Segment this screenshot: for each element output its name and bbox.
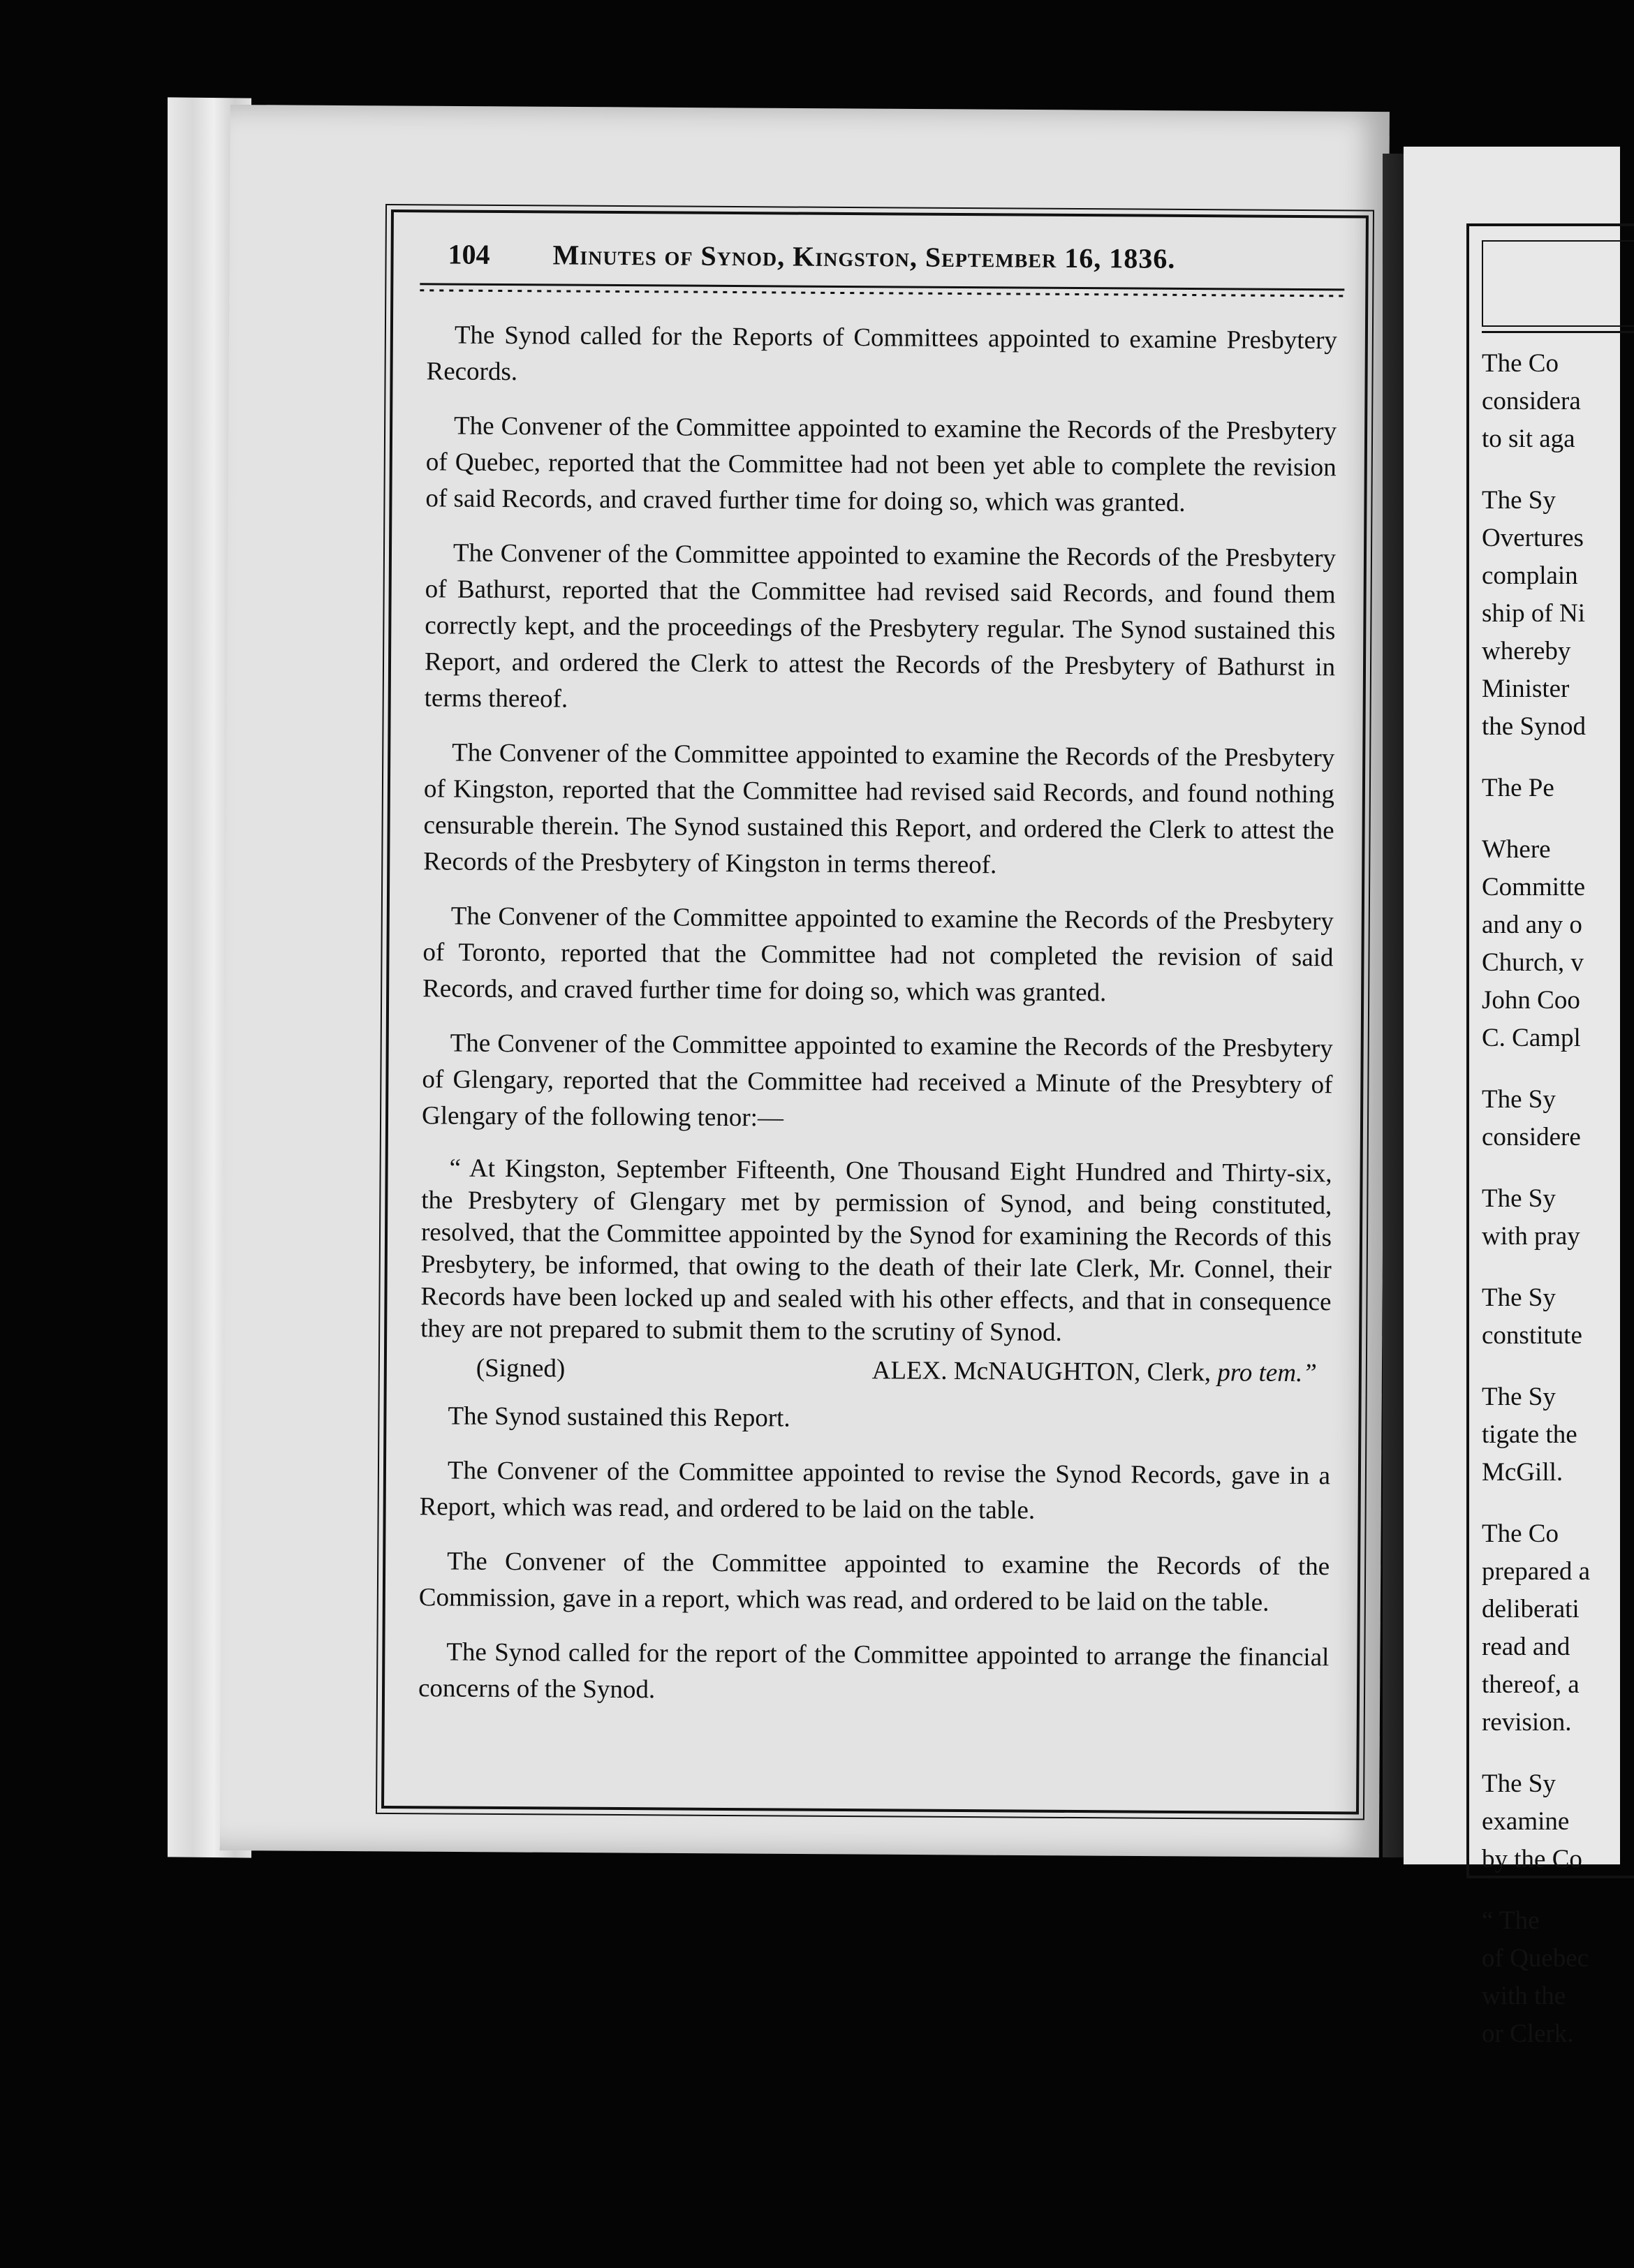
line-gap (1482, 1156, 1634, 1180)
right-text-fragment: The Sy (1482, 1383, 1556, 1411)
right-text-fragment: Church, v (1482, 948, 1584, 977)
paragraph: The Convener of the Committee appointed to examine the Records of the Commission, gave in a report, which was read, and ordered to be laid on the table. (418, 1547, 1330, 1617)
line-gap (1482, 1057, 1634, 1081)
right-text-fragment: The Pe (1482, 774, 1554, 802)
right-text-fragment: deliberati (1482, 1595, 1580, 1623)
paragraph: The Synod called for the report of the Committee appointed to arrange the financial concerns of the Synod. (418, 1637, 1330, 1704)
paragraph: The Convener of the Committee appointed to revise the Synod Records, gave in a Report, which was read, and ordered to be laid on the table. (419, 1456, 1331, 1525)
body-text-continued (418, 1398, 1331, 1712)
line-gap (1482, 458, 1634, 482)
right-text-fragment: with pray (1482, 1222, 1580, 1251)
paragraph: The Convener of the Committee appointed to examine the Records of the Presbytery of Bathurst, reported that the Committee had revised said Records, and found them correctly kept, and the proceedings of the Presbytery regular. The Synod sustained this Report, and ordered the Clerk to attest the Records of the Presbytery of Bathurst in terms thereof. (424, 538, 1337, 714)
signed-label: (Signed) (476, 1353, 566, 1383)
right-text-fragment: Overtures (1482, 524, 1584, 552)
right-text-fragment: tigate the (1482, 1420, 1577, 1449)
right-text-fragment: prepared a (1482, 1557, 1591, 1586)
paragraph: The Convener of the Committee appointed to examine the Records of the Presbytery of Glengary, reported that the Committee had received a Minute of the Presybtery of Glengary of the following tenor:— (421, 1029, 1333, 1133)
right-text-fragment: thereof, a (1482, 1670, 1580, 1699)
right-text-fragment: The Sy (1482, 1283, 1556, 1312)
line-gap (1482, 807, 1634, 831)
quoted-minute (420, 1152, 1332, 1390)
right-text-fragment: revision. (1482, 1708, 1572, 1737)
line-gap (1482, 1492, 1634, 1515)
right-text-fragment: The Sy (1482, 1184, 1556, 1213)
right-page-frame (1466, 223, 1634, 2048)
right-page-text (1482, 345, 1634, 2053)
right-text-fragment: considera (1482, 387, 1581, 415)
page-header (427, 237, 1337, 288)
right-header-rule (1482, 331, 1634, 340)
right-text-fragment: The Co (1482, 1519, 1559, 1548)
right-text-fragment: of Quebec (1482, 1944, 1589, 1973)
line-gap (1482, 1355, 1634, 1378)
right-text-fragment: with the (1482, 1982, 1566, 2010)
right-text-fragment: Committe (1482, 873, 1585, 901)
line-gap (1482, 1742, 1634, 1765)
right-text-fragment: or Clerk. (1482, 2019, 1574, 2048)
right-text-fragment: to sit aga (1482, 425, 1575, 453)
right-text-fragment: read and (1482, 1633, 1570, 1661)
paragraph: The Synod called for the Reports of Committees appointed to examine Presbytery Records. (426, 321, 1338, 387)
paragraph: The Convener of the Committee appointed to examine the Records of the Presbytery of Kingston, reported that the Committee had revised said Records, and found nothing censurable therein. The Synod sustained this Report, and ordered the Clerk to attest the Records of the Presbytery of Kingston in terms thereof. (423, 738, 1335, 880)
right-text-fragment: The Sy (1482, 1085, 1556, 1114)
page-frame (381, 209, 1369, 1815)
right-text-fragment: constitute (1482, 1321, 1582, 1350)
right-text-fragment: John Coo (1482, 986, 1580, 1015)
right-text-fragment: considere (1482, 1123, 1581, 1151)
signer-name: ALEX. McNAUGHTON, Clerk, (871, 1356, 1212, 1387)
paragraph: The Synod sustained this Report. (448, 1401, 790, 1433)
right-text-fragment: The Sy (1482, 486, 1556, 515)
line-gap (1482, 746, 1634, 770)
signature-line (420, 1352, 1331, 1390)
right-text-fragment: examine (1482, 1807, 1570, 1836)
quote-text: “ At Kingston, September Fifteenth, One Thousand Eight Hundred and Thirty-six, the Presbytery of Glengary met by permission of Synod, and being constituted, resolved, that the Committee appointed by the Synod for examining the Records of this Presbytery, be informed, that owing to the death of their late Clerk, Mr. Connel, their Records have been locked up and sealed with his other effects, and that in consequence they are not prepared to submit them to the scrutiny of Synod. (420, 1154, 1332, 1347)
right-text-fragment: and any o (1482, 911, 1582, 939)
right-text-fragment: C. Campl (1482, 1024, 1581, 1052)
right-text-fragment: ship of Ni (1482, 599, 1585, 628)
line-gap (1482, 1878, 1634, 1902)
right-text-fragment: The Sy (1482, 1769, 1556, 1798)
right-text-fragment: “ The (1482, 1906, 1540, 1935)
signer (872, 1355, 1317, 1390)
paragraph: The Convener of the Committee appointed to examine the Records of the Presbytery of Toronto, reported that the Committee had not completed the revision of said Records, and craved further time for doing so, which was granted. (422, 901, 1334, 1008)
body-text (422, 317, 1337, 1140)
page-number: 104 (448, 238, 490, 270)
right-text-fragment: McGill. (1482, 1458, 1563, 1487)
right-header-box (1482, 240, 1634, 327)
right-text-fragment: by the Co (1482, 1845, 1582, 1873)
paragraph: The Convener of the Committee appointed to examine the Records of the Presbytery of Quebec, reported that the Committee had not been yet able to complete the revision of said Records, and craved further time for doing so, which was granted. (425, 411, 1337, 517)
right-text-fragment: complain (1482, 561, 1578, 590)
line-gap (1482, 1256, 1634, 1279)
right-text-fragment: whereby (1482, 637, 1571, 665)
right-text-fragment: The Co (1482, 349, 1559, 378)
right-text-fragment: Minister (1482, 675, 1570, 703)
right-text-fragment: the Synod (1482, 712, 1587, 741)
signer-suffix: pro tem.” (1217, 1358, 1317, 1388)
running-title: Minutes of Synod, Kingston, September 16, 1836. (552, 239, 1176, 274)
right-text-fragment: Where (1482, 835, 1551, 864)
